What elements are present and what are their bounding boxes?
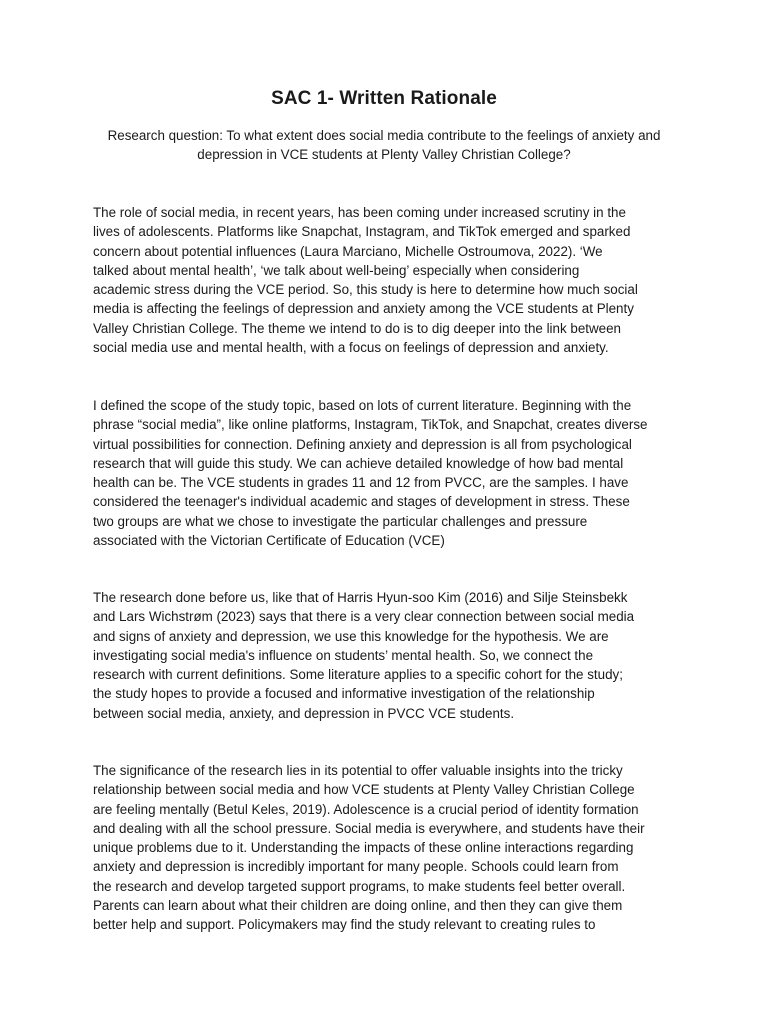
text-line: better help and support. Policymakers may find the study relevant to creating rules to [93, 917, 596, 933]
text-line: I defined the scope of the study topic, based on lots of current literature. Beginning with the [93, 398, 632, 413]
text-line: unique problems due to it. Understanding the impacts of these online interactions regarding [93, 840, 634, 856]
text-line: virtual possibilities for connection. Defining anxiety and depression is all from psychological [93, 436, 632, 452]
text-line: Valley Christian College. The theme we intend to do is to dig deeper into the link between [93, 320, 622, 336]
text-line: anxiety and depression is incredibly important for many people. Schools could learn from [93, 859, 619, 875]
research-question: Research question: To what extent does social media contribute to the feelings of anxiety and depression in VCE students at Plenty Valley Christian College? [107, 128, 661, 163]
text-line: The role of social media, in recent years, has been coming under increased scrutiny in the [93, 205, 626, 220]
text-line: talked about mental health’, ‘we talk about well-being’ especially when considering [93, 262, 580, 278]
text-line: associated with the Victorian Certificate of Education (VCE) [93, 533, 445, 549]
paragraph-4 [93, 761, 677, 935]
text-line: concern about potential influences (Laura Marciano, Michelle Ostroumova, 2022). ‘We [93, 243, 603, 259]
text-line: social media use and mental health, with a focus on feelings of depression and anxiety. [93, 340, 609, 356]
text-line: The research done before us, like that of Harris Hyun-soo Kim (2016) and Silje Steinsbekk [93, 590, 628, 605]
text-line: and dealing with all the school pressure. Social media is everywhere, and students have their [93, 820, 645, 836]
text-line: and signs of anxiety and depression, we use this knowledge for the hypothesis. We are [93, 628, 609, 644]
text-line: and Lars Wichstrøm (2023) says that there is a very clear connection between social media [93, 609, 635, 625]
text-line: academic stress during the VCE period. So, this study is here to determine how much social [93, 282, 638, 298]
paragraph-3 [93, 588, 677, 723]
text-line: between social media, anxiety, and depression in PVCC VCE students. [93, 705, 515, 721]
paragraph-2 [93, 396, 677, 550]
text-line: are feeling mentally (Betul Keles, 2019). Adolescence is a crucial period of identity formation [93, 801, 639, 817]
document-title: SAC 1- Written Rationale [271, 88, 497, 109]
text-line: considered the teenager's individual academic and stages of development in stress. These [93, 494, 630, 510]
text-line: the research and develop targeted support programs, to make students feel better overall. [93, 878, 626, 894]
text-line: lives of adolescents. Platforms like Snapchat, Instagram, and TikTok emerged and sparked [93, 224, 631, 240]
text-line: media is affecting the feelings of depression and anxiety among the VCE students at Plenty [93, 301, 634, 317]
text-line: Parents can learn about what their children are doing online, and then they can give them [93, 898, 623, 914]
text-line: health can be. The VCE students in grades 11 and 12 from PVCC, are the samples. I have [93, 475, 629, 491]
text-line: research that will guide this study. We can achieve detailed knowledge of how bad mental [93, 455, 624, 471]
text-line: the study hopes to provide a focused and informative investigation of the relationship [93, 686, 595, 702]
paragraph-1 [93, 203, 677, 357]
text-line: research with current definitions. Some literature applies to a specific cohort for the study; [93, 667, 623, 683]
text-line: investigating social media's influence on students’ mental health. So, we connect the [93, 647, 594, 663]
text-line: two groups are what we chose to investigate the particular challenges and pressure [93, 513, 588, 529]
text-line: relationship between social media and how VCE students at Plenty Valley Christian College [93, 782, 635, 798]
text-line: phrase “social media”, like online platforms, Instagram, TikTok, and Snapchat, creates diverse [93, 417, 648, 433]
text-line: The significance of the research lies in its potential to offer valuable insights into the tricky [93, 763, 623, 778]
